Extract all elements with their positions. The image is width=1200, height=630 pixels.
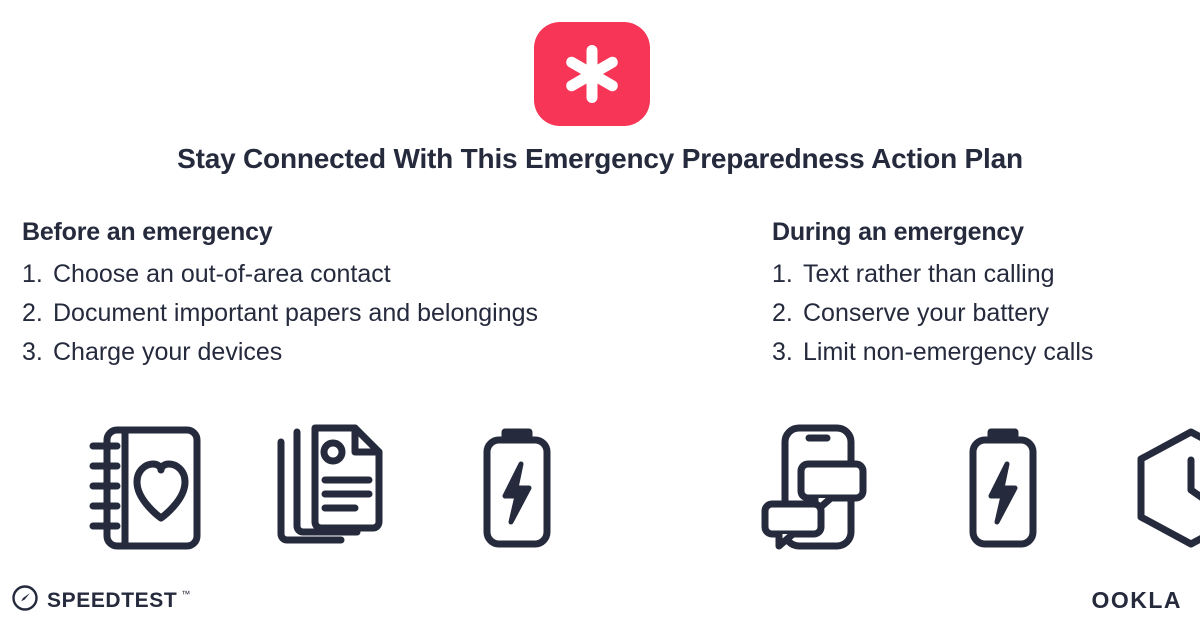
icon-row-before-emergency xyxy=(80,418,582,558)
list-item-label: Document important papers and belongings xyxy=(53,299,539,327)
list-item-number: 1. xyxy=(772,260,793,288)
list-item xyxy=(772,333,1192,372)
column-during-emergency xyxy=(772,218,1192,372)
list-item xyxy=(22,333,742,372)
list-item-number: 3. xyxy=(22,338,43,366)
list-item-number: 2. xyxy=(22,299,43,327)
list-during-emergency xyxy=(772,255,1192,372)
phone-text-message-icon xyxy=(750,418,880,558)
list-item xyxy=(22,294,742,333)
speedtest-gauge-icon xyxy=(12,585,38,616)
list-before-emergency xyxy=(22,255,742,372)
list-item-label: Charge your devices xyxy=(53,338,283,366)
notebook-heart-icon xyxy=(80,418,210,558)
footer-ookla-logo xyxy=(1091,587,1182,614)
column-heading: Before an emergency xyxy=(22,218,273,246)
speedtest-wordmark: SPEEDTEST xyxy=(47,588,178,612)
speedtest-logo-mark xyxy=(534,22,650,126)
list-item-label: Conserve your battery xyxy=(803,299,1049,327)
list-item-number: 3. xyxy=(772,338,793,366)
asterisk-logo-icon xyxy=(561,43,623,105)
battery-charging-icon xyxy=(452,418,582,558)
battery-charging-icon xyxy=(938,418,1068,558)
list-item xyxy=(22,255,742,294)
list-item-label: Choose an out-of-area contact xyxy=(53,260,391,288)
list-item-number: 2. xyxy=(772,299,793,327)
list-item-number: 1. xyxy=(22,260,43,288)
icon-row-during-emergency xyxy=(750,418,1200,558)
footer-speedtest-logo xyxy=(12,585,190,616)
documents-stack-icon xyxy=(266,418,396,558)
column-heading: During an emergency xyxy=(772,218,1024,246)
list-item-label: Limit non-emergency calls xyxy=(803,338,1094,366)
list-item xyxy=(772,294,1192,333)
hexagon-clock-icon xyxy=(1126,418,1200,558)
page-title: Stay Connected With This Emergency Preparedness Action Plan xyxy=(177,143,1023,174)
ookla-wordmark: OOKLA xyxy=(1091,587,1182,613)
speedtest-trademark: ™ xyxy=(181,589,191,599)
column-before-emergency xyxy=(22,218,742,372)
list-item xyxy=(772,255,1192,294)
list-item-label: Text rather than calling xyxy=(803,260,1055,288)
